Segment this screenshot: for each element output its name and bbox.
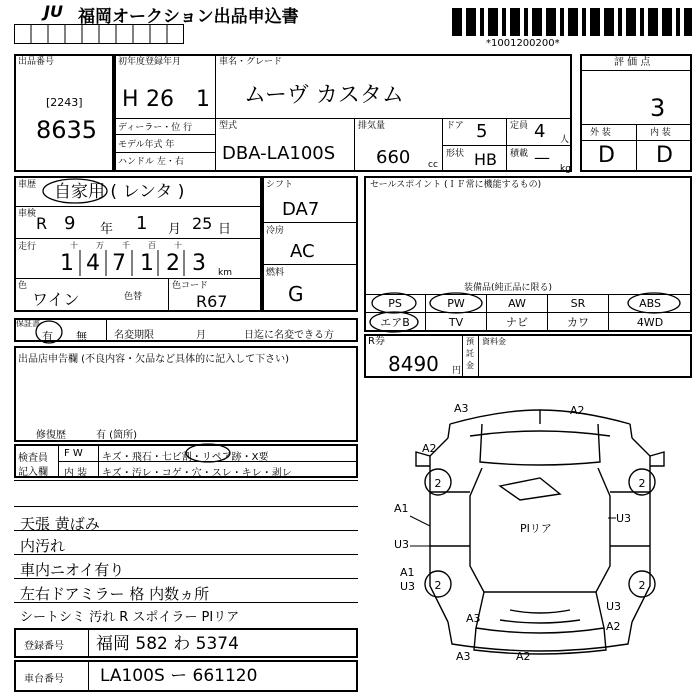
load-value: — [534, 148, 550, 167]
exterior-label: 外 装 [590, 128, 611, 138]
mileage-digit-5: 2 [166, 251, 180, 276]
inspection-year: 9 [64, 213, 76, 234]
model-type-value: DBA-LA100S [222, 143, 336, 164]
shape-value: HB [474, 150, 498, 169]
warranty-month: 月 [196, 330, 206, 341]
mileage-grid [54, 240, 214, 276]
auction-logo: JU [44, 2, 63, 21]
price-value: 8490 [388, 352, 439, 376]
note-3: 車内ニオイ有り [20, 561, 125, 579]
repair-value: 有 (箇所) [96, 430, 137, 441]
equip-leather: カワ [547, 312, 609, 332]
capacity-label: 定員 [510, 121, 529, 131]
mark-6: U3 [394, 538, 410, 551]
exterior-value: D [598, 143, 615, 168]
mark-10: A2 [606, 620, 621, 633]
equip-sr: SR [547, 294, 609, 313]
mileage-digit-4: 1 [140, 251, 154, 276]
equip-abs: ABS [608, 294, 692, 313]
mark-13: A3 [466, 612, 481, 625]
mileage-label: 走行 [18, 242, 37, 252]
capacity-unit: 人 [560, 135, 570, 145]
registration-value: 福岡 582 わ 5374 [96, 634, 239, 654]
usage-value: 自家用 ( レンタ ) [54, 182, 185, 202]
inspector-fw-label: F W [64, 448, 83, 459]
shape-label: 形状 [446, 149, 465, 159]
wheel-fr-mark: 2 [638, 477, 646, 490]
note-5: シートシミ 汚れ R スポイラー PIリア [20, 610, 240, 625]
vehicle-info-box [114, 54, 572, 172]
color-label: 色 [18, 281, 28, 291]
first-registration-label: 初年度登録年月 [118, 57, 182, 67]
rating-label: 評 価 点 [614, 57, 651, 68]
mark-4: U3 [616, 512, 632, 525]
mark-7: A1 [400, 566, 415, 579]
registration-label: 登録番号 [24, 641, 64, 652]
inspector-label-2: 記入欄 [18, 467, 48, 478]
warranty-no: 無 [76, 330, 87, 343]
equip-navi: ナビ [486, 312, 548, 332]
mileage-digit-6: 3 [192, 251, 206, 276]
note-4: 左右ドアミラー 格 内数ヵ所 [20, 585, 210, 603]
equipment-label: 装備品(純正品に限る) [464, 283, 553, 293]
inspection-day: 25 [192, 214, 213, 233]
dealer-label: ディーラー・位 行 [118, 123, 193, 133]
warranty-note: 日迄に名変できる方 [244, 330, 334, 341]
mileage-digit-3: 7 [112, 251, 126, 276]
mileage-unit-2: 万 [96, 241, 104, 250]
doors-label: ドア [446, 121, 464, 131]
header-grid [14, 24, 184, 44]
note-2: 内汚れ [20, 537, 66, 555]
capacity-value: 4 [534, 121, 546, 142]
inspection-label: 車検 [18, 209, 37, 219]
lot-number-box [14, 54, 114, 172]
chassis-value: LA100S ー 661120 [100, 666, 258, 686]
mark-9: U3 [606, 600, 622, 613]
first-registration-era: H [122, 87, 139, 112]
wheel-rl-mark: 2 [434, 579, 442, 592]
equip-tv: TV [425, 312, 487, 332]
fuel-value: G [288, 282, 304, 306]
warranty-label: 保証書 [16, 319, 40, 328]
inspection-day-unit: 日 [218, 222, 232, 237]
mark-1: A3 [454, 402, 469, 415]
inspector-fw-items: キズ・飛石・七ビ割・リペア跡・X要 [102, 452, 269, 463]
color-value: ワイン [32, 290, 80, 309]
mileage-digit-1: 1 [60, 251, 74, 276]
mileage-digit-2: 4 [86, 251, 100, 276]
mark-11: A3 [456, 650, 471, 663]
roof-text: PIリア [520, 522, 552, 535]
recycle-label-2: 託 [466, 349, 474, 358]
inspector-label-1: 検査員 [18, 453, 48, 464]
barcode [452, 8, 692, 36]
interior-value: D [656, 143, 673, 168]
shift-value: DA7 [282, 199, 320, 220]
ac-label: 冷房 [266, 226, 285, 236]
recycle-label-1: 預 [466, 337, 474, 346]
equip-aw: AW [486, 294, 548, 313]
inspector-in-items: キズ・汚レ・コゲ・穴・スレ・キレ・剥レ [102, 468, 292, 479]
doors-value: 5 [476, 121, 488, 142]
mileage-unit-3: 千 [122, 241, 130, 250]
equip-airbag: エアB [364, 312, 426, 332]
equip-4wd: 4WD [608, 312, 692, 332]
mileage-km: km [218, 268, 232, 278]
model-name-value: ムーヴ カスタム [244, 83, 404, 108]
displacement-label: 排気量 [358, 121, 386, 131]
first-registration-year: 26 [146, 87, 174, 112]
lot-small-number: [2243] [46, 96, 83, 109]
price-label: R券 [368, 336, 385, 347]
mileage-unit-5: 十 [174, 241, 182, 250]
defects-label: 出品店申告欄 (不良内容・欠品など具体的に記入して下さい) [18, 354, 289, 365]
shift-label: シフト [266, 180, 294, 190]
mark-2: A2 [570, 404, 585, 417]
inspection-era: R [36, 214, 48, 233]
mileage-unit-4: 百 [148, 241, 156, 250]
fuel-label: 燃料 [266, 268, 285, 278]
car-damage-diagram [390, 396, 690, 696]
chassis-label: 車台番号 [24, 674, 64, 685]
equipment-circles [364, 286, 694, 336]
form-title: 福岡オークション出品申込書 [78, 7, 299, 27]
first-registration-month: 1 [196, 87, 210, 112]
wheel-fl-mark: 2 [434, 477, 442, 490]
inspection-month-unit: 月 [168, 222, 182, 237]
lot-number: 8635 [36, 116, 98, 144]
recycle-label-3: 金 [466, 361, 474, 370]
note-1: 天張 黄ばみ [20, 515, 100, 533]
load-unit: kg [560, 164, 571, 174]
equip-ps: PS [364, 294, 426, 313]
inspection-year-unit: 年 [100, 222, 114, 237]
model-name-label: 車名・グレード [219, 57, 283, 67]
sales-point-label: セールスポイント (ＩＦ常に機能するもの) [370, 180, 542, 190]
load-label: 積載 [510, 149, 529, 159]
displacement-unit: cc [428, 160, 438, 170]
interior-label: 内 装 [650, 128, 671, 138]
inspector-in-label: 内 装 [64, 468, 88, 479]
repair-label: 修復歴 [36, 430, 66, 441]
model-year-label: モデル年式 年 [118, 140, 175, 150]
mark-3: A2 [422, 442, 437, 455]
model-type-label: 型式 [219, 121, 238, 131]
displacement-value: 660 [376, 147, 411, 168]
warranty-yes-circle [34, 318, 64, 344]
usage-circle [40, 176, 110, 206]
barcode-text: *1001200200* [486, 38, 560, 49]
color-code-value: R67 [196, 292, 228, 311]
equip-pw: PW [425, 294, 487, 313]
ac-value: AC [290, 241, 315, 262]
color-code-label: 色コード [172, 281, 209, 291]
manage-label: 資料金 [482, 337, 506, 346]
warranty-yes: 有 [42, 330, 53, 343]
price-unit: 円 [452, 366, 462, 376]
inspection-month: 1 [136, 213, 148, 234]
mark-5: A1 [394, 502, 409, 515]
lot-number-label: 出品番号 [18, 57, 55, 67]
handle-label: ハンドル 左・右 [118, 157, 184, 167]
wheel-rr-mark: 2 [638, 579, 646, 592]
mileage-unit-1: 十 [70, 241, 78, 250]
warranty-period-label: 名変期限 [114, 330, 154, 341]
mark-8: U3 [400, 580, 416, 593]
rating-value: 3 [650, 94, 666, 122]
color-change-label: 色替 [124, 292, 143, 302]
usage-label: 車歴 [18, 180, 37, 190]
barcode-graphic [452, 8, 692, 36]
mark-12: A2 [516, 650, 531, 663]
fw-circle [184, 442, 234, 464]
